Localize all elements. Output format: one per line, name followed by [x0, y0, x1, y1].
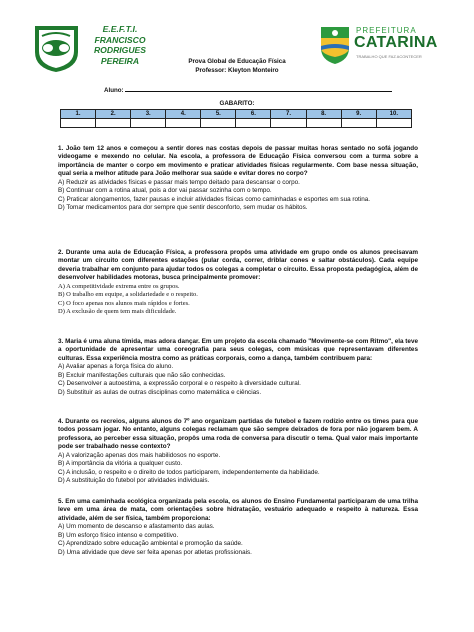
option-c: C) Aprendizado sobre educação ambiental e promoção da saúde.	[58, 540, 243, 548]
exam-title: Prova Global de Educação Física	[188, 58, 286, 65]
answer-number: 9.	[341, 110, 376, 119]
question-stem: 3. Maria é uma aluna tímida, mas adora dançar. Em um projeto da escola chamado "Movimente-se com Ritmo", ela teve a oportunidade de apresentar uma coreografia para seus colegas, com músicas que representavam diferentes culturas. Essa experiência mostra como as práticas corporais, como a dança, também contribuem para:	[58, 338, 418, 362]
option-b: B) Um esforço físico intenso e competitivo.	[58, 531, 179, 539]
answer-cell[interactable]	[271, 119, 306, 128]
option-a: A) Reduzir as atividades físicas e passar mais tempo deitado para descansar o corpo.	[58, 178, 300, 186]
answer-cell[interactable]	[306, 119, 341, 128]
question-stem: 2. Durante uma aula de Educação Física, a professora propôs uma atividade em grupo onde os alunos precisavam montar um circuito com diferentes estações (pular corda, correr, driblar cones e saltar obstáculos). Cada equipe deveria trabalhar em conjunto para ajudar todos os colegas a completar o circuito. Essa proposta pedagógica, além de desenvolver habilidades motoras, busca principalmente promover:	[58, 249, 418, 282]
option-d: D) Substituir as aulas de outras disciplinas como matemática e ciências.	[58, 388, 262, 396]
option-d: D) A substituição do futebol por atividades individuais.	[58, 477, 210, 485]
option-c: C) O foco apenas nos alunos mais rápidos e fortes.	[58, 299, 190, 307]
answer-cell[interactable]	[376, 119, 411, 128]
option-c: C) Desenvolver a autoestima, a expressão corporal e o respeito à diversidade cultural.	[58, 380, 301, 388]
question-4	[58, 418, 418, 486]
answer-cell[interactable]	[61, 119, 96, 128]
option-a: A) Um momento de descanso e afastamento das aulas.	[58, 523, 215, 531]
answer-grid-row	[61, 119, 412, 128]
answer-number: 8.	[306, 110, 341, 119]
prefeitura-word: PREFEITURA	[356, 26, 417, 35]
answer-number: 2.	[96, 110, 131, 119]
answer-cell[interactable]	[96, 119, 131, 128]
question-stem: 1. João tem 12 anos e começou a sentir dores nas costas depois de passar muitas horas sentado no sofá jogando videogame e mexendo no celular. Na escola, a professora de Educação Física conversou com a turma sobre a importância de manter o corpo em movimento e praticar atividades físicas regularmente. Com base nessa situação, qual seria a melhor atitude para João melhorar sua saúde e evitar dores no corpo?	[58, 145, 418, 178]
answer-number: 10.	[376, 110, 411, 119]
option-a: A) Avaliar apenas a força física do aluno.	[58, 363, 174, 371]
question-stem: 4. Durante os recreios, alguns alunos do 7º ano organizam partidas de futebol e fazem rodízio entre os times para que todos possam jogar. No entanto, alguns colegas reclamam que são sempre deixados de fora por não jogarem bem. A professora, ao perceber essa situação, propôs uma roda de conversa para discutir o tema. Qual valor mais importante pode ser trabalhado nesse contexto?	[58, 418, 418, 451]
option-c: C) A inclusão, o respeito e o direito de todos participarem, independentemente da habilidade.	[58, 468, 320, 476]
question-1	[58, 145, 418, 213]
answer-cell[interactable]	[166, 119, 201, 128]
option-c: C) Praticar alongamentos, fazer pausas e incluir atividades físicas como caminhadas e esportes em sua rotina.	[58, 195, 371, 203]
option-a: A) A competitividade extrema entre os grupos.	[58, 282, 180, 290]
answer-cell[interactable]	[131, 119, 166, 128]
option-b: B) O trabalho em equipe, a solidariedade e o respeito.	[58, 291, 198, 299]
answer-number: 7.	[271, 110, 306, 119]
student-name-row	[104, 85, 392, 94]
gabarito-title: GABARITO:	[219, 100, 255, 107]
answer-cell[interactable]	[236, 119, 271, 128]
school-name: E.E.F.T.I. FRANCISCO RODRIGUES PEREIRA	[93, 24, 147, 66]
answer-cell[interactable]	[201, 119, 236, 128]
prefeitura-name: CATARINA	[354, 34, 438, 51]
answer-number: 1.	[61, 110, 96, 119]
answer-number: 6.	[236, 110, 271, 119]
answer-cell[interactable]	[341, 119, 376, 128]
question-2	[58, 249, 418, 317]
question-stem: 5. Em uma caminhada ecológica organizada pela escola, os alunos do Ensino Fundamental participaram de uma trilha leve em uma área de mata, com orientações sobre hidratação, vestuário adequado e respeito à natureza. Essa atividade, além de ser física, também proporciona:	[58, 498, 418, 522]
option-d: D) Tomar medicamentos para dor sempre que sentir desconforto, sem mudar os hábitos.	[58, 204, 308, 212]
answer-grid	[60, 109, 412, 128]
option-d: D) A exclusão de quem tem mais dificuldade.	[58, 308, 177, 316]
option-a: A) A valorização apenas dos mais habilidosos no esporte.	[58, 451, 221, 459]
question-3	[58, 338, 418, 397]
answer-number: 3.	[131, 110, 166, 119]
answer-number: 5.	[201, 110, 236, 119]
student-name-line[interactable]	[125, 85, 392, 92]
professor-name: Professor: Kleyton Monteiro	[195, 67, 279, 74]
answer-number: 4.	[166, 110, 201, 119]
question-5	[58, 498, 418, 557]
option-d: D) Uma atividade que deve ser feita apenas por atletas profissionais.	[58, 548, 252, 556]
prefeitura-slogan: TRABALHO QUE FAZ ACONTECER	[356, 54, 422, 59]
option-b: B) Excluir manifestações culturais que não são conhecidas.	[58, 371, 226, 379]
option-b: B) Continuar com a rotina atual, pois a dor vai passar sozinha com o tempo.	[58, 187, 272, 195]
answer-grid-header	[61, 110, 412, 119]
option-b: B) A importância da vitória a qualquer custo.	[58, 460, 183, 468]
student-label: Aluno:	[104, 87, 124, 94]
